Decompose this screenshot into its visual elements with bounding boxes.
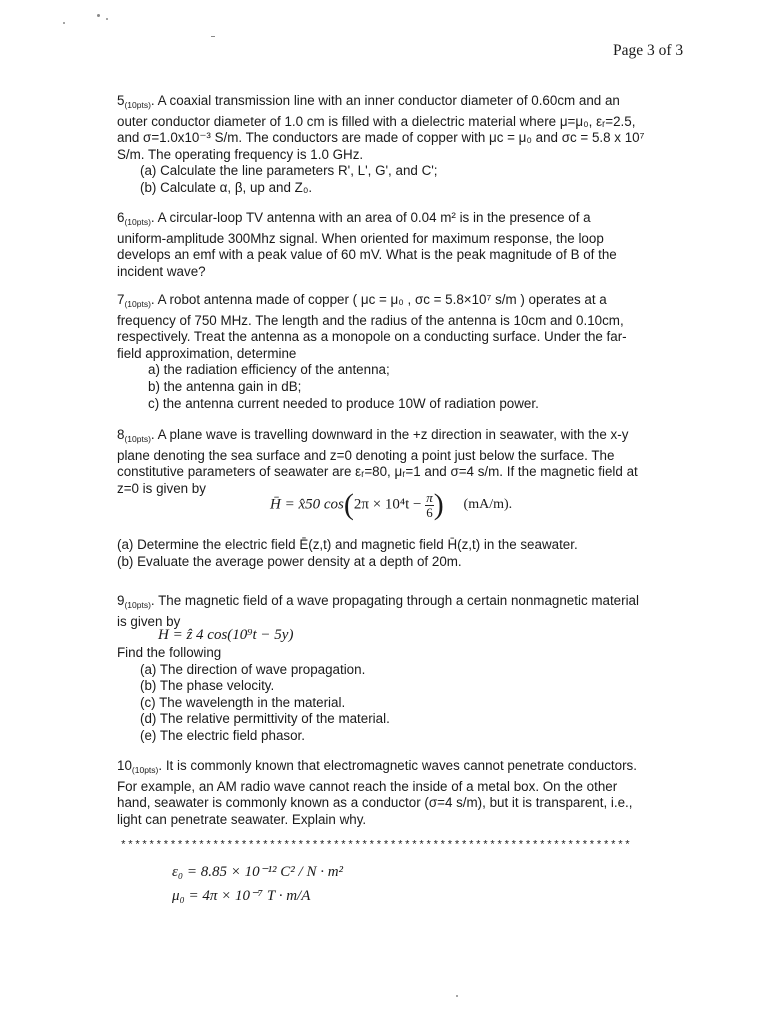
constant-epsilon0: ε₀ = 8.85 × 10⁻¹² C² / N · m² bbox=[172, 864, 344, 880]
problem-number: 7 bbox=[117, 292, 125, 307]
sub-question: (b) Calculate α, β, up and Z₀. bbox=[140, 179, 313, 195]
equation-unit: (mA/m). bbox=[463, 497, 513, 513]
magnetic-field-equation bbox=[270, 490, 512, 520]
problem-text-line: plane denoting the sea surface and z=0 denoting a point just below the surface. The bbox=[117, 447, 615, 463]
separator-line: ************************************************************************ bbox=[120, 840, 632, 852]
constant-mu0: μ₀ = 4π × 10⁻⁷ T · m/A bbox=[172, 888, 311, 904]
points-label: (10pts) bbox=[124, 600, 151, 610]
sub-question: (d) The relative permittivity of the material. bbox=[140, 711, 390, 727]
sub-question: (a) Determine the electric field Ē(z,t) and magnetic field H̄(z,t) in the seawater. bbox=[117, 537, 578, 552]
equation-lhs: H̄ = x̂50 bbox=[270, 496, 321, 513]
scan-speck bbox=[106, 18, 108, 20]
problem-text-line: respectively. Treat the antenna as a monopole on a conducting surface. Under the far- bbox=[117, 329, 627, 345]
problem-text-line: and σ=1.0x10⁻³ S/m. The conductors are made of copper with μc = μ₀ and σc = 5.8 x 10⁷ bbox=[117, 130, 645, 146]
sub-question: (e) The electric field phasor. bbox=[140, 727, 305, 743]
page-number: Page 3 of 3 bbox=[613, 42, 684, 59]
problem-number: 8 bbox=[117, 427, 125, 442]
scan-speck bbox=[211, 36, 215, 37]
sub-question: (b) Evaluate the average power density at a depth of 20m. bbox=[117, 553, 462, 569]
problem-text-line: is given by bbox=[117, 613, 181, 629]
problem-text-line: For example, an AM radio wave cannot reach the inside of a metal box. On the other bbox=[117, 778, 618, 794]
equation-function: cos bbox=[323, 496, 344, 513]
wave-field-equation: H = ẑ 4 cos(10⁹t − 5y) bbox=[158, 627, 294, 643]
problem-text-line: incident wave? bbox=[117, 263, 206, 279]
equation-argument: 2π × 10⁴t − bbox=[353, 496, 422, 513]
find-label: Find the following bbox=[117, 645, 222, 660]
sub-question: (a) The direction of wave propagation. bbox=[140, 661, 366, 677]
problem-9-questions bbox=[117, 645, 677, 745]
problem-text-line: . A coaxial transmission line with an inner conductor diameter of 0.60cm and an bbox=[150, 93, 620, 108]
points-label: (10pts) bbox=[131, 765, 159, 775]
problem-text-line: . A circular-loop TV antenna with an area of 0.04 m² is in the presence of a bbox=[150, 210, 591, 225]
scan-speck bbox=[63, 22, 65, 24]
problem-text-line: field approximation, determine bbox=[117, 345, 297, 361]
problem-10 bbox=[117, 758, 677, 828]
fraction-numerator: π bbox=[426, 489, 433, 505]
problem-text-line: . A robot antenna made of copper ( μc = μ₀ , σc = 5.8×10⁷ s/m ) operates at a bbox=[150, 292, 607, 307]
sub-question: (a) Calculate the line parameters R', L', G', and C'; bbox=[140, 163, 438, 179]
problem-text-line: outer conductor diameter of 1.0 cm is filled with a dielectric material where μ=μ₀, εᵣ=2.5, bbox=[117, 113, 636, 129]
problem-number: 9 bbox=[117, 593, 125, 608]
problem-8 bbox=[117, 427, 677, 497]
problem-text-line: . It is commonly known that electromagnetic waves cannot penetrate conductors. bbox=[158, 758, 637, 773]
fraction-denominator: 6 bbox=[426, 504, 433, 520]
problem-text-line: develops an emf with a peak value of 60 mV. What is the peak magnitude of B of the bbox=[117, 247, 617, 263]
points-label: (10pts) bbox=[124, 100, 151, 110]
sub-question: a) the radiation efficiency of the antenna; bbox=[148, 362, 390, 378]
points-label: (10pts) bbox=[124, 299, 151, 309]
sub-question: (c) The wavelength in the material. bbox=[140, 694, 346, 710]
paren-close: ) bbox=[433, 488, 444, 521]
problem-text-line: light can penetrate seawater. Explain why. bbox=[117, 811, 367, 827]
problem-7 bbox=[117, 292, 677, 412]
problem-text-line: hand, seawater is commonly known as a conductor (σ=4 s/m), but it is transparent, i.e., bbox=[117, 795, 633, 811]
problem-text-line: frequency of 750 MHz. The length and the radius of the antenna is 10cm and 0.10cm, bbox=[117, 312, 624, 328]
equation-fraction bbox=[425, 491, 434, 520]
problem-text-line: . The magnetic field of a wave propagating through a certain nonmagnetic material bbox=[150, 593, 639, 608]
scan-speck bbox=[97, 14, 100, 17]
points-label: (10pts) bbox=[124, 434, 151, 444]
problem-5 bbox=[117, 93, 677, 197]
problem-number: 6 bbox=[117, 210, 125, 225]
paren-open: ( bbox=[343, 488, 354, 521]
sub-question: (b) The phase velocity. bbox=[140, 678, 275, 694]
problem-text-line: z=0 is given by bbox=[117, 480, 206, 496]
problem-text-line: constitutive parameters of seawater are εᵣ=80, μᵣ=1 and σ=4 s/m. If the magnetic field at bbox=[117, 464, 638, 480]
problem-8-questions bbox=[117, 537, 677, 570]
problem-9 bbox=[117, 593, 677, 630]
points-label: (10pts) bbox=[124, 217, 151, 227]
sub-question: c) the antenna current needed to produce 10W of radiation power. bbox=[148, 395, 539, 411]
scan-speck bbox=[456, 995, 458, 997]
sub-question: b) the antenna gain in dB; bbox=[148, 378, 302, 394]
problem-number: 5 bbox=[117, 93, 125, 108]
problem-text-line: . A plane wave is travelling downward in the +z direction in seawater, with the x-y bbox=[150, 427, 629, 442]
problem-number: 10 bbox=[117, 758, 132, 773]
problem-6 bbox=[117, 210, 677, 280]
problem-text-line: uniform-amplitude 300Mhz signal. When oriented for maximum response, the loop bbox=[117, 230, 604, 246]
problem-text-line: S/m. The operating frequency is 1.0 GHz. bbox=[117, 146, 364, 162]
